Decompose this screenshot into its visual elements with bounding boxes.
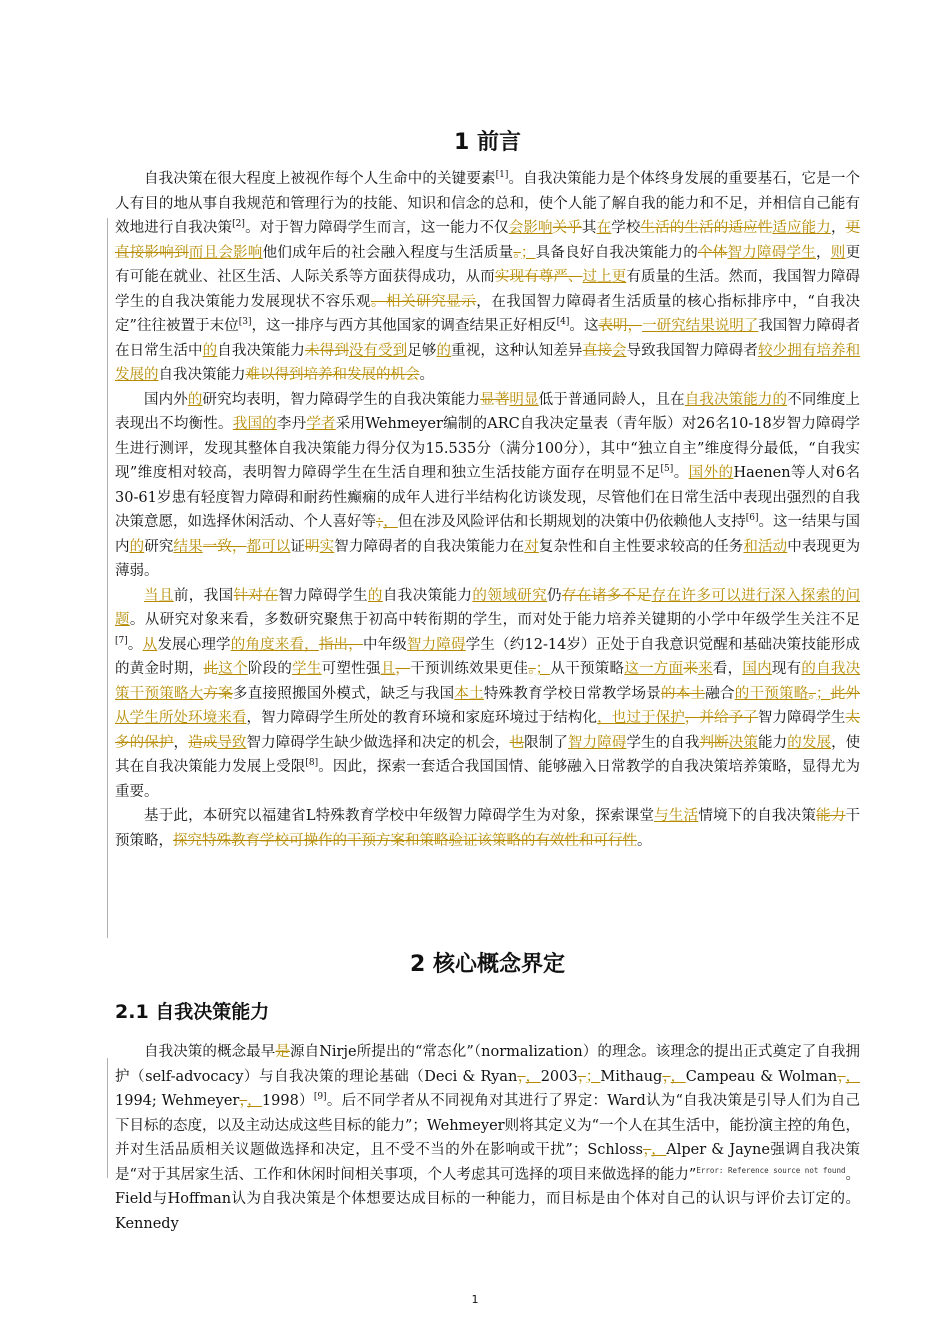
tracked-insertion: 对: [524, 538, 539, 555]
text-run: 干预训练效果更佳: [410, 661, 529, 677]
text-run: 2003: [540, 1068, 578, 1085]
tracked-insertion: ，也过于保护: [597, 710, 685, 726]
tracked-deletion: 显著: [480, 391, 510, 408]
text-run: 。从研究对象来看，多数研究聚焦于初高中转衔期的学生，而对处于能力培养关键期的小学中年级学生关注不足: [129, 612, 861, 628]
text-run: 。自我决策能力是个体终身发展的重要基石，它是一个人有目的地从事自我规范和管理行为的技能、知识和信念的总和，使个人能了解自我的能力和不足，并相信自己能有效地进行自我决策: [115, 171, 860, 236]
tracked-deletion: 探究特殊教育学校可操作的干预方案和策略验证该策略的有效性和可行性: [173, 832, 637, 849]
text-run: 研究: [144, 538, 174, 555]
text-run: 中表现更为薄弱。: [115, 538, 861, 579]
text-run: ，: [816, 244, 831, 261]
tracked-insertion: 从: [142, 636, 158, 653]
tracked-insertion: ；: [816, 685, 831, 702]
text-run: ，使其在自我决策能力发展上受限: [115, 734, 861, 775]
text-run: 。Field与Hoffman认为自我决策是个体想要达成目标的一种能力，而目标是由个体对自己的认识与评价去订定的。Kennedy: [115, 1166, 861, 1232]
tracked-insertion: 和活动: [743, 538, 788, 555]
text-run: 可塑性强: [321, 661, 381, 677]
tracked-deletion: 此: [203, 661, 219, 677]
tracked-insertion: ，: [525, 1068, 541, 1085]
intro-body: [115, 167, 860, 853]
tracked-deletion: ，: [395, 661, 411, 677]
tracked-insertion: 会: [611, 342, 627, 359]
text-run: 多直接照搬国外模式，缺乏与我国: [233, 685, 455, 702]
text-run: Mithaug: [600, 1068, 663, 1085]
definition-body: [115, 1040, 860, 1236]
text-run: ，在我国智力障碍者生活质量的核心指标排序中，“自我决定”往往被置于末位: [115, 293, 861, 334]
tracked-insertion: ，: [670, 1068, 686, 1085]
text-run: 我国智力障碍者在日常生活中: [115, 318, 861, 359]
text-run: 重视，这种认知差异: [451, 342, 583, 359]
text-run: Alper & Jayne强调自我决策是“对于其居家生活、工作和休闲时间相关事项，个人考虑其可选择的项目来做选择的能力”: [115, 1142, 860, 1183]
text-run: 学生（约12-14岁）正处于自我意识觉醒和基础决策技能形成的黄金时期，: [115, 636, 861, 677]
tracked-insertion: 自我决策能力的: [684, 391, 788, 408]
tracked-deletion: 能力: [816, 808, 846, 824]
text-run: 。后不同学者从不同视角对其进行了界定：Ward认为“自我决策是引导人们为自己下目标的态度，以及主动达成这些目标的能力”；Wehmeyer则将其定义为“一个人在其生活中，能扮演主控的角色，并对生活品质相关议题做选择和决定，且不受不当的外在影响或干扰”；Schloss: [115, 1093, 861, 1158]
text-run: Haenen等人对6名30-61岁患有轻度智力障碍和耐药性癫痫的成年人进行半结构化访谈发现，尽管他们在日常生活中表现出强烈的自我决策意愿，如选择休闲活动、个人喜好等: [115, 465, 861, 530]
tracked-insertion: 且: [380, 661, 396, 677]
revision-change-bar: [107, 1058, 108, 1178]
tracked-deletion: 太多的保护: [115, 710, 861, 751]
tracked-deletion: 存在诸多不足: [561, 587, 652, 604]
text-run: 他们成年后的社会融入程度与生活质量: [262, 244, 514, 261]
tracked-insertion: 的: [187, 391, 203, 408]
text-run: 自我决策能力: [158, 367, 246, 383]
paragraph-2: [115, 388, 860, 584]
tracked-insertion: ，: [247, 1093, 262, 1109]
text-run: 。这: [569, 318, 599, 334]
tracked-insertion: 的: [202, 342, 218, 359]
tracked-deletion: 方案: [203, 685, 234, 702]
tracked-insertion: 明显: [509, 391, 539, 408]
text-run: 研究均表明，智力障碍学生的自我决策能力: [202, 391, 481, 408]
text-run: ，: [830, 220, 846, 236]
revision-change-bar: [107, 218, 108, 938]
text-run: 学校: [611, 220, 641, 236]
citation-mark: [8]: [305, 758, 319, 769]
reference-error: Error: Reference source not found: [696, 1165, 846, 1175]
tracked-deletion: 明: [305, 538, 320, 555]
tracked-insertion: 国外的: [688, 465, 734, 481]
text-run: 复杂性和自主性要求较高的任务: [538, 538, 744, 555]
text-run: 学生的自我: [626, 734, 700, 751]
section-heading-core-concepts: 2 核心概念界定: [410, 952, 565, 977]
citation-mark: [3]: [238, 317, 252, 328]
tracked-deletion: 。: [513, 244, 521, 261]
tracked-deletion: 判断: [699, 734, 729, 751]
tracked-deletion: 造成: [188, 734, 218, 751]
text-run: 自我决策的概念最早: [144, 1044, 276, 1060]
tracked-insertion: 决策: [728, 734, 758, 751]
tracked-insertion: 而且会影响: [188, 244, 263, 261]
tracked-deletion: 个体: [697, 244, 728, 261]
tracked-insertion: 存在许多可以进行深入探索的问题: [115, 587, 861, 628]
tracked-insertion: 智力障碍: [407, 636, 466, 653]
text-run: 但在涉及风险评估和长期规划的决策中仍依赖他人支持: [397, 514, 746, 530]
tracked-insertion: 国内: [742, 661, 772, 677]
tracked-deletion: ，: [517, 1068, 526, 1085]
tracked-deletion: 指出，: [318, 636, 363, 653]
text-run: ，这一排序与西方其他国家的调查结果正好相反: [251, 318, 557, 334]
paragraph-5: [115, 1040, 860, 1236]
text-run: Campeau & Wolman: [685, 1068, 838, 1085]
tracked-deletion: 也: [509, 734, 525, 751]
tracked-insertion: 这个: [218, 661, 248, 677]
text-run: 1998）: [261, 1093, 314, 1109]
citation-mark: [6]: [745, 513, 759, 524]
citation-mark: [9]: [313, 1092, 327, 1103]
text-run: 李丹: [276, 416, 307, 432]
tracked-deletion: 难以得到培养和发展的机会: [245, 367, 420, 383]
text-run: 自我决策在很大程度上被视作每个人生命中的关键要素: [144, 171, 496, 187]
text-run: 中年级: [362, 636, 407, 653]
text-run: 足够: [407, 342, 437, 359]
tracked-deletion: 来: [683, 661, 699, 677]
text-run: 自我决策能力: [382, 587, 473, 604]
text-run: 。因此，探索一套适合我国国情、能够融入日常教学的自我决策培养策略，显得尤为重要。: [115, 759, 861, 800]
text-run: 能力: [757, 734, 788, 751]
tracked-deletion: 实现有尊严、: [494, 269, 583, 285]
text-run: 。这一结果与国内: [115, 514, 860, 555]
tracked-deletion: 的本土: [660, 685, 706, 702]
tracked-insertion: 都可以: [246, 538, 291, 555]
citation-mark: [4]: [556, 317, 570, 328]
text-run: 具备良好自我决策能力的: [535, 244, 698, 261]
text-run: 源自Nirje所提出的“常态化”（normalization）的理念。该理念的提出正式奠定了自我拥护（self-advocacy）与自我决策的理论基础（Deci & Ryan: [115, 1044, 861, 1085]
text-run: 发展心理学: [157, 636, 231, 653]
tracked-deletion: 是: [275, 1044, 290, 1060]
tracked-insertion: ，: [383, 514, 398, 530]
tracked-deletion: 未得到: [304, 342, 349, 359]
tracked-insertion: 较少拥有培养和发展的: [115, 342, 861, 383]
section-heading-intro: 1 前言: [454, 130, 521, 155]
tracked-deletion: 关乎: [552, 220, 582, 236]
tracked-insertion: 这一方面: [624, 661, 684, 677]
text-run: 现有: [771, 661, 802, 677]
tracked-insertion: 我国的: [232, 416, 277, 432]
tracked-deletion: ，: [837, 1068, 846, 1085]
text-run: 情境下的自我决策: [698, 808, 817, 824]
text-run: 干预策略，: [115, 808, 861, 849]
tracked-insertion: 从学生所处环境来看: [115, 710, 247, 726]
text-run: 智力障碍者的自我决策能力在: [334, 538, 525, 555]
tracked-deletion: 此外: [830, 685, 861, 702]
paragraph-3: [115, 584, 860, 805]
text-run: 。: [127, 636, 143, 653]
text-run: 仍: [547, 587, 562, 604]
tracked-deletion: 。: [808, 685, 817, 702]
text-run: 。: [637, 832, 652, 849]
text-run: 不同维度上表现出不均衡性。: [115, 391, 861, 432]
text-run: 更有可能在就业、社区生活、人际关系等方面获得成功，从而: [115, 244, 861, 285]
text-run: 证: [290, 538, 306, 555]
text-run: ，: [173, 734, 189, 751]
tracked-insertion: 的: [129, 538, 145, 555]
text-run: 智力障碍学生: [278, 587, 368, 604]
tracked-deletion: 。相关研究显示: [370, 293, 477, 310]
paragraph-4: [115, 804, 860, 853]
tracked-insertion: 的: [367, 587, 383, 604]
text-run: 低于普通同龄人，且在: [538, 391, 685, 408]
tracked-insertion: 智力障碍学生: [727, 244, 817, 261]
tracked-deletion: 生活的生活的适应性: [640, 220, 773, 236]
citation-mark: [5]: [660, 464, 674, 475]
text-run: 其: [581, 220, 597, 236]
text-run: 1994; Wehmeyer: [115, 1093, 240, 1109]
tracked-insertion: 适应能力: [772, 220, 831, 236]
tracked-insertion: 过上更: [582, 269, 627, 285]
tracked-deletion: 更直接影响到: [115, 220, 861, 261]
tracked-insertion: 导致: [217, 734, 247, 751]
text-run: 智力障碍学生缺少做选择和决定的机会，: [246, 734, 510, 751]
tracked-deletion: ；: [376, 514, 384, 530]
tracked-insertion: 来: [698, 661, 713, 677]
tracked-insertion: 实: [319, 538, 335, 555]
tracked-deletion: 一致，: [202, 538, 247, 555]
citation-mark: [1]: [495, 170, 509, 181]
text-run: 采用Wehmeyer编制的ARC自我决定量表（青年版）对26名10-18岁智力障碍学生进行测评，发现其整体自我决策能力得分仅为15.535分（满分100分），其中“独立自主”维度得分最低，“自我实现”维度相对较高，表明智力障碍学生在生活自理和独立生活技能方面存在明显不足: [115, 416, 861, 481]
tracked-insertion: ；: [535, 661, 551, 677]
text-run: 自我决策能力: [217, 342, 305, 359]
text-run: 智力障碍学生: [757, 710, 846, 726]
tracked-insertion: 本土: [454, 685, 484, 702]
tracked-deletion: ，: [662, 1068, 671, 1085]
tracked-insertion: 的发展: [787, 734, 832, 751]
text-run: 。对于智力障碍学生而言，这一能力不仅: [244, 220, 509, 236]
citation-mark: [2]: [232, 219, 245, 230]
tracked-deletion: ，并给予了: [684, 710, 758, 726]
tracked-insertion: 学生: [292, 661, 322, 677]
text-run: 。: [419, 367, 434, 383]
text-run: 国内外: [144, 391, 188, 408]
tracked-deletion: ，: [239, 1093, 248, 1109]
tracked-insertion: ；: [520, 244, 536, 261]
tracked-deletion: ，: [642, 1142, 652, 1158]
tracked-insertion: 在: [596, 220, 612, 236]
tracked-insertion: 与生活: [654, 808, 699, 824]
tracked-insertion: ；: [585, 1068, 601, 1085]
tracked-deletion: 表明，: [598, 318, 643, 334]
tracked-insertion: 的干预策略: [734, 685, 809, 702]
tracked-insertion: 当且: [144, 587, 174, 604]
tracked-insertion: 的: [436, 342, 452, 359]
text-run: 前，我国: [173, 587, 234, 604]
tracked-insertion: 一研究结果说明了: [642, 318, 759, 334]
text-run: ，智力障碍学生所处的教育环境和家庭环境过于结构化: [246, 710, 598, 726]
tracked-deletion: 直接: [582, 342, 612, 359]
tracked-insertion: ，: [845, 1068, 861, 1085]
tracked-deletion: 针对在: [233, 587, 279, 604]
tracked-insertion: 学者: [306, 416, 336, 432]
tracked-insertion: 结果: [173, 538, 203, 555]
page-number: 1: [471, 1293, 479, 1306]
text-run: 阶段的: [247, 661, 293, 677]
tracked-insertion: 智力障碍: [568, 734, 627, 751]
citation-mark: [7]: [115, 635, 128, 646]
tracked-insertion: 的领域研究: [472, 587, 548, 604]
tracked-deletion: ，: [577, 1068, 586, 1085]
text-run: 融合: [705, 685, 735, 702]
text-run: 从干预策略: [550, 661, 625, 677]
tracked-insertion: 会影响: [508, 220, 553, 236]
paragraph-1: [115, 167, 860, 388]
text-run: 有质量的生活。然而，我国智力障碍学生的自我决策能力发展现状不容乐观: [115, 269, 861, 310]
tracked-insertion: 的自我决策干预策略大: [115, 661, 861, 702]
tracked-insertion: 的角度来看，: [230, 636, 319, 653]
tracked-deletion: 。: [528, 661, 536, 677]
text-run: 限制了: [524, 734, 568, 751]
tracked-insertion: 没有受到: [348, 342, 408, 359]
tracked-insertion: 则: [830, 244, 846, 261]
subsection-heading-self-determination: 2.1 自我决策能力: [115, 1001, 270, 1023]
text-run: 。: [673, 465, 689, 481]
tracked-insertion: ，: [651, 1142, 667, 1158]
text-run: 特殊教育学校日常教学场景: [483, 685, 661, 702]
text-run: 基于此，本研究以福建省L特殊教育学校中年级智力障碍学生为对象，探索课堂: [144, 808, 655, 824]
text-run: 看，: [712, 661, 743, 677]
text-run: 导致我国智力障碍者: [626, 342, 758, 359]
